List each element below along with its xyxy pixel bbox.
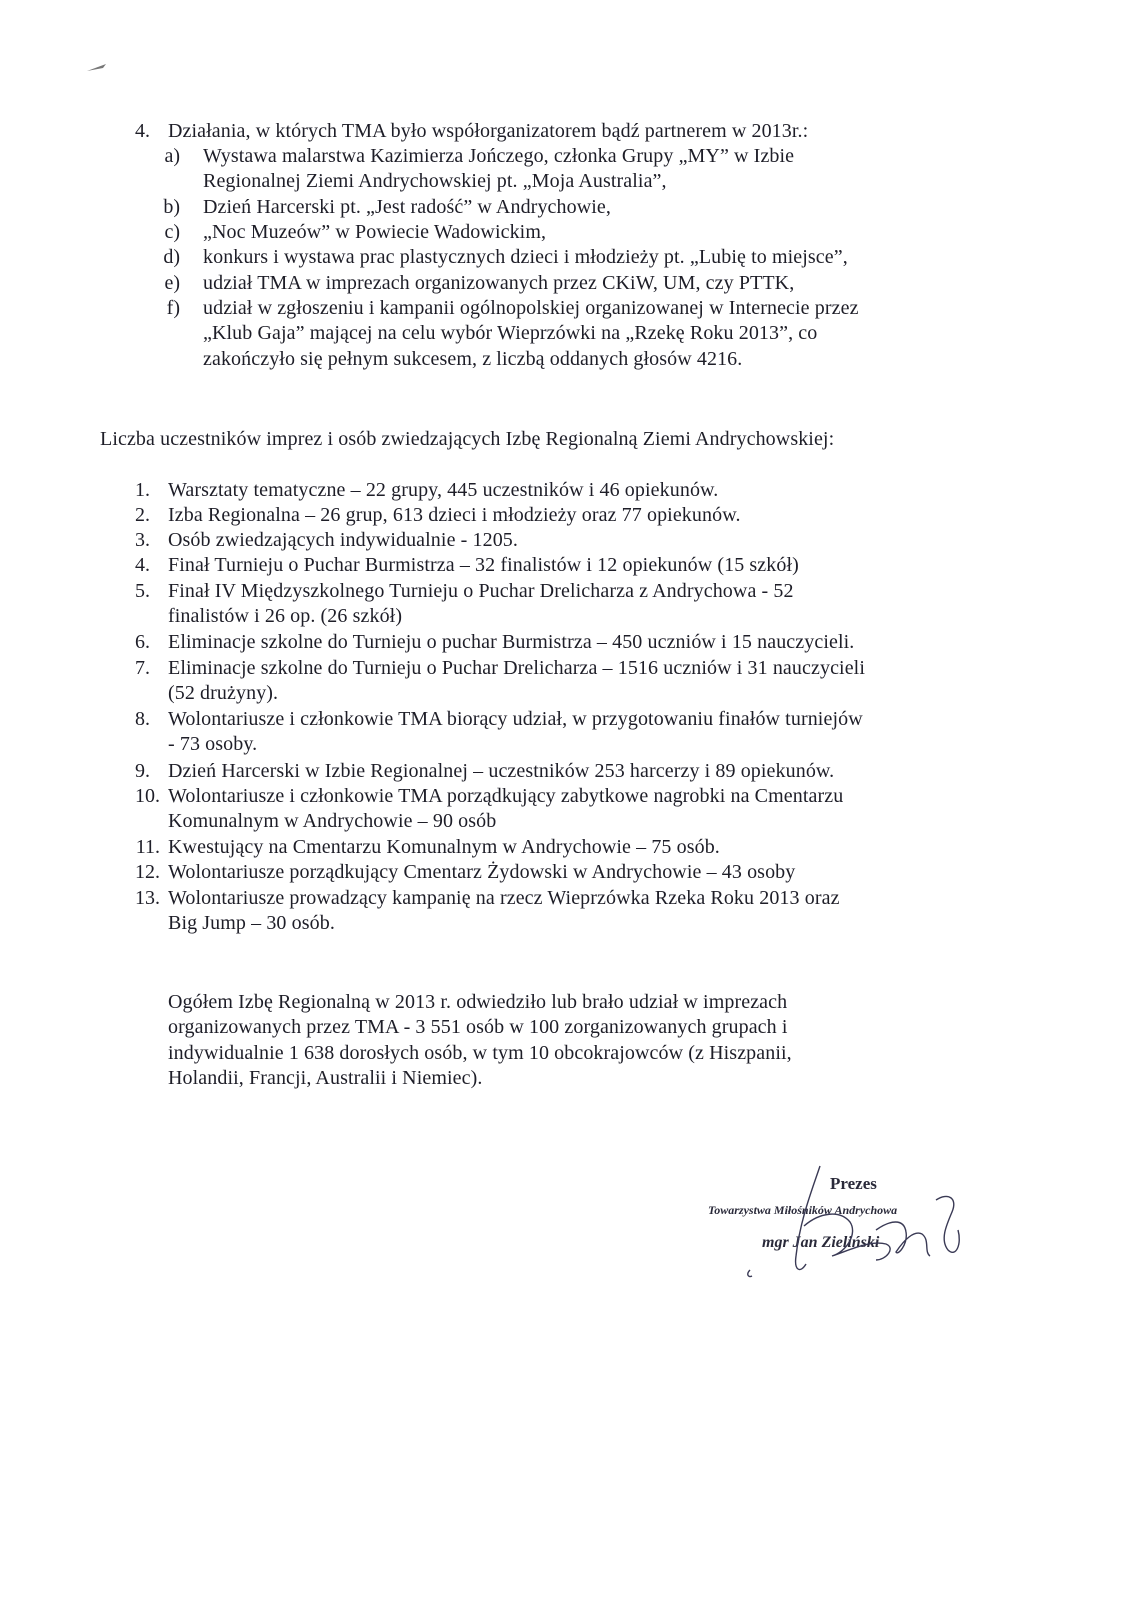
participants-heading: Liczba uczestników imprez i osób zwiedzających Izbę Regionalną Ziemi Andrychowskiej: <box>100 428 835 450</box>
participants-item-number: 1. <box>135 479 150 501</box>
participants-item-number: 4. <box>135 554 150 576</box>
participants-item-number: 11. <box>135 836 160 858</box>
participants-item-text: finalistów i 26 op. (26 szkół) <box>168 605 403 627</box>
participants-item-text: Komunalnym w Andrychowie – 90 osób <box>168 810 497 832</box>
participants-item-number: 13. <box>135 887 160 909</box>
participants-item-number: 6. <box>135 631 150 653</box>
signature-name: mgr Jan Zieliński <box>762 1234 880 1251</box>
participants-item-number: 12. <box>135 861 160 883</box>
participants-item-text: Warsztaty tematyczne – 22 grupy, 445 uczestników i 46 opiekunów. <box>168 479 719 501</box>
item-d-letter: d) <box>163 246 180 268</box>
item-a-line-2: Regionalnej Ziemi Andrychowskiej pt. „Moja Australia”, <box>203 170 667 192</box>
participants-item-text: Eliminacje szkolne do Turnieju o puchar Burmistrza – 450 uczniów i 15 nauczycieli. <box>168 631 855 653</box>
item-f-letter: f) <box>166 297 180 319</box>
participants-item-number: 8. <box>135 708 150 730</box>
summary-line-3: indywidualnie 1 638 dorosłych osób, w tym 10 obcokrajowców (z Hiszpanii, <box>168 1042 792 1064</box>
participants-item-text: (52 drużyny). <box>168 682 279 704</box>
summary-line-4: Holandii, Francji, Australii i Niemiec). <box>168 1067 483 1089</box>
participants-item-number: 9. <box>135 760 150 782</box>
signature-stamp <box>700 1160 990 1310</box>
item-f-line-1: udział w zgłoszeniu i kampanii ogólnopolskiej organizowanej w Internecie przez <box>203 297 859 319</box>
participants-item-number: 10. <box>135 785 160 807</box>
participants-item-text: Finał IV Międzyszkolnego Turnieju o Puchar Drelicharza z Andrychowa - 52 <box>168 580 794 602</box>
participants-item-text: Osób zwiedzających indywidualnie - 1205. <box>168 529 519 551</box>
item-d-line-1: konkurs i wystawa prac plastycznych dzieci i młodzieży pt. „Lubię to miejsce”, <box>203 246 848 268</box>
item-e-letter: e) <box>164 272 180 294</box>
participants-item-text: Wolontariusze prowadzący kampanię na rzecz Wieprzówka Rzeka Roku 2013 oraz <box>168 887 840 909</box>
item-c-letter: c) <box>164 221 180 243</box>
item-e-line-1: udział TMA w imprezach organizowanych przez CKiW, UM, czy PTTK, <box>203 272 795 294</box>
signature-organization: Towarzystwa Miłośników Andrychowa <box>708 1203 898 1217</box>
item-f-line-3: zakończyło się pełnym sukcesem, z liczbą oddanych głosów 4216. <box>203 348 743 370</box>
participants-item-text: Finał Turnieju o Puchar Burmistrza – 32 finalistów i 12 opiekunów (15 szkół) <box>168 554 799 576</box>
item-c-line-1: „Noc Muzeów” w Powiecie Wadowickim, <box>203 221 547 243</box>
participants-item-text: Wolontariusze i członkowie TMA biorący udział, w przygotowaniu finałów turniejów <box>168 708 863 730</box>
summary-line-2: organizowanych przez TMA - 3 551 osób w 100 zorganizowanych grupach i <box>168 1016 788 1038</box>
item-b-letter: b) <box>163 196 180 218</box>
participants-item-text: Izba Regionalna – 26 grup, 613 dzieci i młodzieży oraz 77 opiekunów. <box>168 504 741 526</box>
scan-mark <box>86 62 108 72</box>
section-4-number: 4. <box>135 120 150 142</box>
participants-item-text: Dzień Harcerski w Izbie Regionalnej – uczestników 253 harcerzy i 89 opiekunów. <box>168 760 835 782</box>
item-a-letter: a) <box>164 145 180 167</box>
item-b-line-1: Dzień Harcerski pt. „Jest radość” w Andrychowie, <box>203 196 611 218</box>
participants-item-text: Wolontariusze porządkujący Cmentarz Żydowski w Andrychowie – 43 osoby <box>168 861 796 883</box>
item-f-line-2: „Klub Gaja” mającej na celu wybór Wieprzówki na „Rzekę Roku 2013”, co <box>203 322 818 344</box>
participants-item-text: Wolontariusze i członkowie TMA porządkujący zabytkowe nagrobki na Cmentarzu <box>168 785 844 807</box>
signature-title: Prezes <box>830 1174 877 1193</box>
participants-item-text: Eliminacje szkolne do Turnieju o Puchar Drelicharza – 1516 uczniów i 31 nauczycieli <box>168 657 865 679</box>
participants-item-number: 5. <box>135 580 150 602</box>
participants-item-number: 7. <box>135 657 150 679</box>
participants-item-text: Big Jump – 30 osób. <box>168 912 335 934</box>
summary-line-1: Ogółem Izbę Regionalną w 2013 r. odwiedziło lub brało udział w imprezach <box>168 991 788 1013</box>
participants-item-number: 2. <box>135 504 150 526</box>
participants-item-text: - 73 osoby. <box>168 733 258 755</box>
participants-item-text: Kwestujący na Cmentarzu Komunalnym w Andrychowie – 75 osób. <box>168 836 720 858</box>
section-4-title: Działania, w których TMA było współorganizatorem bądź partnerem w 2013r.: <box>168 120 809 142</box>
handwritten-signature <box>700 1160 990 1310</box>
item-a-line-1: Wystawa malarstwa Kazimierza Jończego, członka Grupy „MY” w Izbie <box>203 145 795 167</box>
participants-item-number: 3. <box>135 529 150 551</box>
